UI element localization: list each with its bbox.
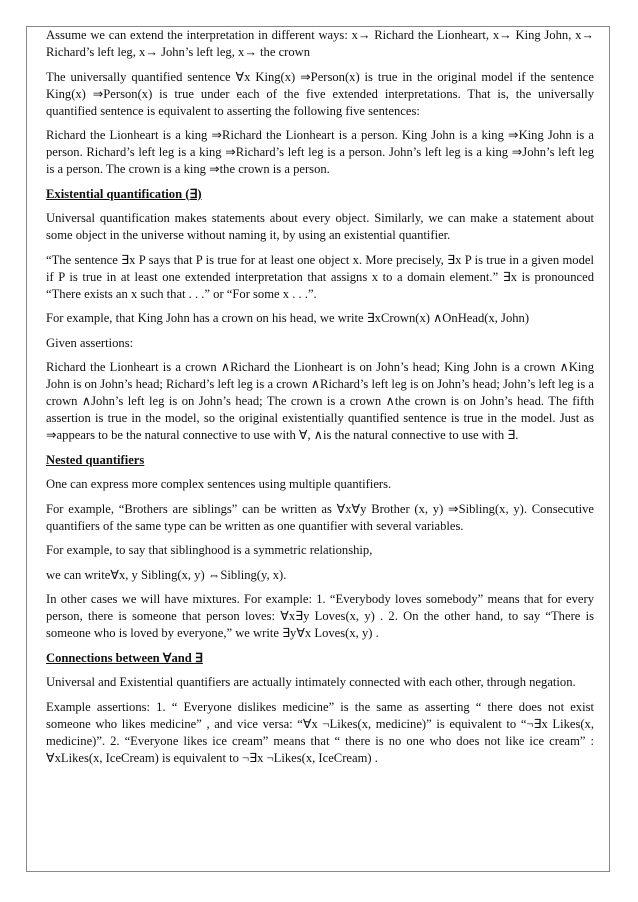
paragraph-universal-sentence: The universally quantified sentence ∀x King(x) ⇒Person(x) is true in the original model if the sentence King(x) ⇒Person(x) is true under each of the five extended interpretations. That is, the universally quantified sentence is equivalent to asserting the following five sentences: <box>46 69 594 118</box>
paragraph-brothers-example: For example, “Brothers are siblings” can be written as ∀x∀y Brother (x, y) ⇒Sibling(x, y). Consecutive quantifiers of the same type can be written as one quantifier with several variables. <box>46 501 594 533</box>
paragraph-crown-assertions: Richard the Lionheart is a crown ∧Richard the Lionheart is on John’s head; King John is a crown ∧King John is on John’s head; Richard’s left leg is a crown ∧Richard’s left leg is on John’s head; John’s left leg is a crown ∧John’s left leg is on John’s head; The crown is a crown ∧the crown is on John’s head. The fifth assertion is true in the model, so the original existentially quantified sentence is true in the model. Just as ⇒appears to be the natural connective to use with ∀, ∧is the natural connective to use with ∃. <box>46 360 594 442</box>
paragraph-extended-interpretations: Assume we can extend the interpretation in different ways: x→ Richard the Lionheart, x→ King John, x→ Richard’s left leg, x→ John’s left leg, x→ the crown <box>46 28 594 59</box>
heading-connections: Connections between ∀and ∃ <box>46 650 203 665</box>
paragraph-five-sentences: Richard the Lionheart is a king ⇒Richard the Lionheart is a person. King John is a king ⇒King John is a person. Richard’s left leg is a king ⇒Richard’s left leg is a person. John’s left leg is a king ⇒John’s left leg is a person. The crown is a king ⇒the crown is a person. <box>46 128 594 176</box>
paragraph-example-assertions: Example assertions: 1. “ Everyone dislikes medicine” is the same as asserting “ there does not exist someone who likes medicine” , and vice versa: “∀x ¬Likes(x, medicine)” is equivalent to “¬∃x Likes(x, medicine)”. 2. “Everyone likes ice cream” means that “ there is no one who does not like ice cream” : ∀xLikes(x, IceCream) is equivalent to ¬∃x ¬Likes(x, IceCream) . <box>46 699 594 765</box>
paragraph-negation: Universal and Existential quantifiers are actually intimately connected with each other, through negation. <box>46 675 576 689</box>
paragraph-existential-definition: “The sentence ∃x P says that P is true for at least one object x. More precisely, ∃x P is true in a given model if P is true in at least one extended interpretation that assigns x to a domain element.” ∃x is pronounced “There exists an x such that . . .” or “For some x . . .”. <box>46 252 594 301</box>
paragraph-nested-intro: One can express more complex sentences using multiple quantifiers. <box>46 477 392 491</box>
paragraph-mixtures: In other cases we will have mixtures. For example: 1. “Everybody loves somebody” means that for every person, there is someone that person loves: ∀x∃y Loves(x, y) . 2. On the other hand, to say “There is someone who is loved by everyone,” we write ∃y∀x Loves(x, y) . <box>46 592 594 640</box>
paragraph-crown-example: For example, that King John has a crown on his head, we write ∃xCrown(x) ∧OnHead(x, John) <box>46 311 530 325</box>
heading-existential-quantification: Existential quantification (∃) <box>46 186 202 201</box>
heading-nested-quantifiers: Nested quantifiers <box>46 452 145 467</box>
document-body <box>46 27 594 774</box>
paragraph-given-assertions: Given assertions: <box>46 335 134 350</box>
paragraph-sibling-formula: we can write∀x, y Sibling(x, y) ⇔Sibling(y, x). <box>46 567 287 582</box>
paragraph-existential-intro: Universal quantification makes statements about every object. Similarly, we can make a statement about some object in the universe without naming it, by using an existential quantifier. <box>46 211 594 242</box>
paragraph-siblinghood: For example, to say that siblinghood is a symmetric relationship, <box>46 543 373 557</box>
